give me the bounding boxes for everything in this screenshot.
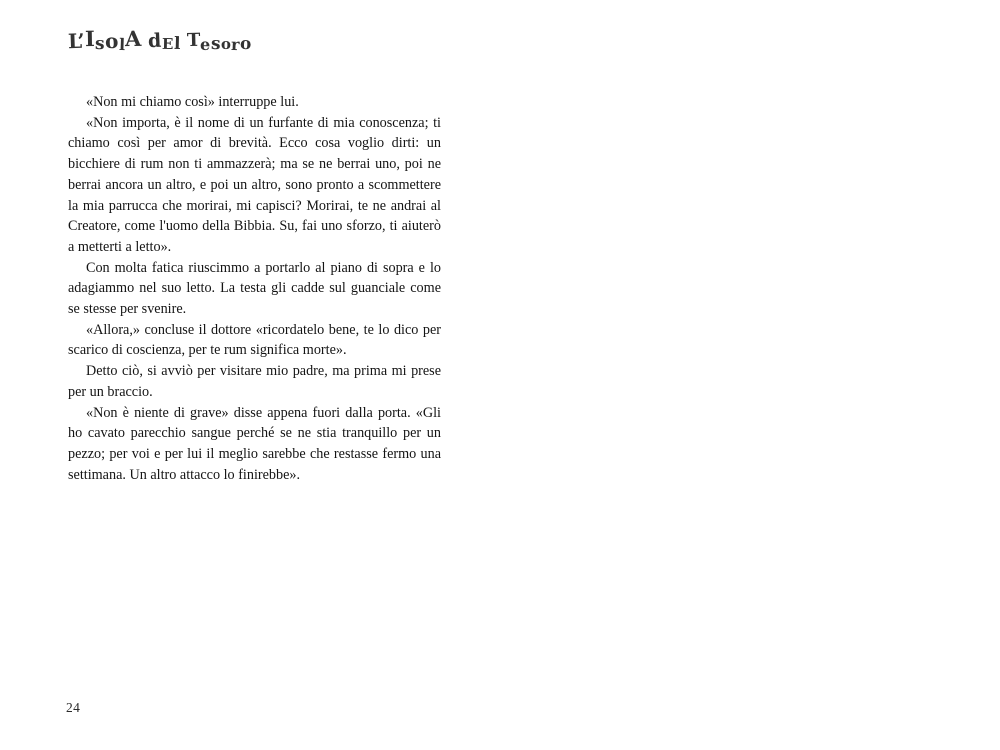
left-page-body — [68, 92, 441, 485]
paragraph: Detto ciò, si avviò per visitare mio padre, ma prima mi prese per un braccio. — [68, 363, 441, 400]
paragraph: «Non mi chiamo così» interruppe lui. — [86, 94, 299, 110]
paragraph: «Non importa, è il nome di un furfante di mia conoscenza; ti chiamo così per amor di brevità. Ecco cosa voglio dirti: un bicchiere di rum non ti ammazzerà; ma se ne berrai uno, poi ne berrai ancora un altro, e poi un altro, sono pronto a scommettere la mia parrucca che morirai, mi capisci? Morirai, te ne andrai al Creatore, come l'uomo della Bibbia. Su, fai uno sforzo, ti aiuterò a metterti a letto». — [68, 114, 441, 255]
right-page — [500, 0, 1000, 750]
paragraph: «Non è niente di grave» disse appena fuori dalla porta. «Gli ho cavato parecchio sangue perché se ne stia tranquillo per un pezzo; per voi e per lui il meglio sarebbe che restasse fermo una settimana. Un altro attacco lo finirebbe». — [68, 404, 441, 483]
paragraph: «Allora,» concluse il dottore «ricordatelo bene, te lo dico per scarico di coscienza, per te rum significa morte». — [68, 321, 441, 359]
running-head-lettering: L’IsolA dEl Tesoro — [67, 25, 253, 55]
paragraph: Con molta fatica riuscimmo a portarlo al piano di sopra e lo adagiammo nel suo letto. La testa gli cadde sul guanciale come se stesse per svenire. — [68, 259, 441, 318]
running-head — [67, 25, 398, 64]
page-number-left: 24 — [66, 700, 81, 715]
